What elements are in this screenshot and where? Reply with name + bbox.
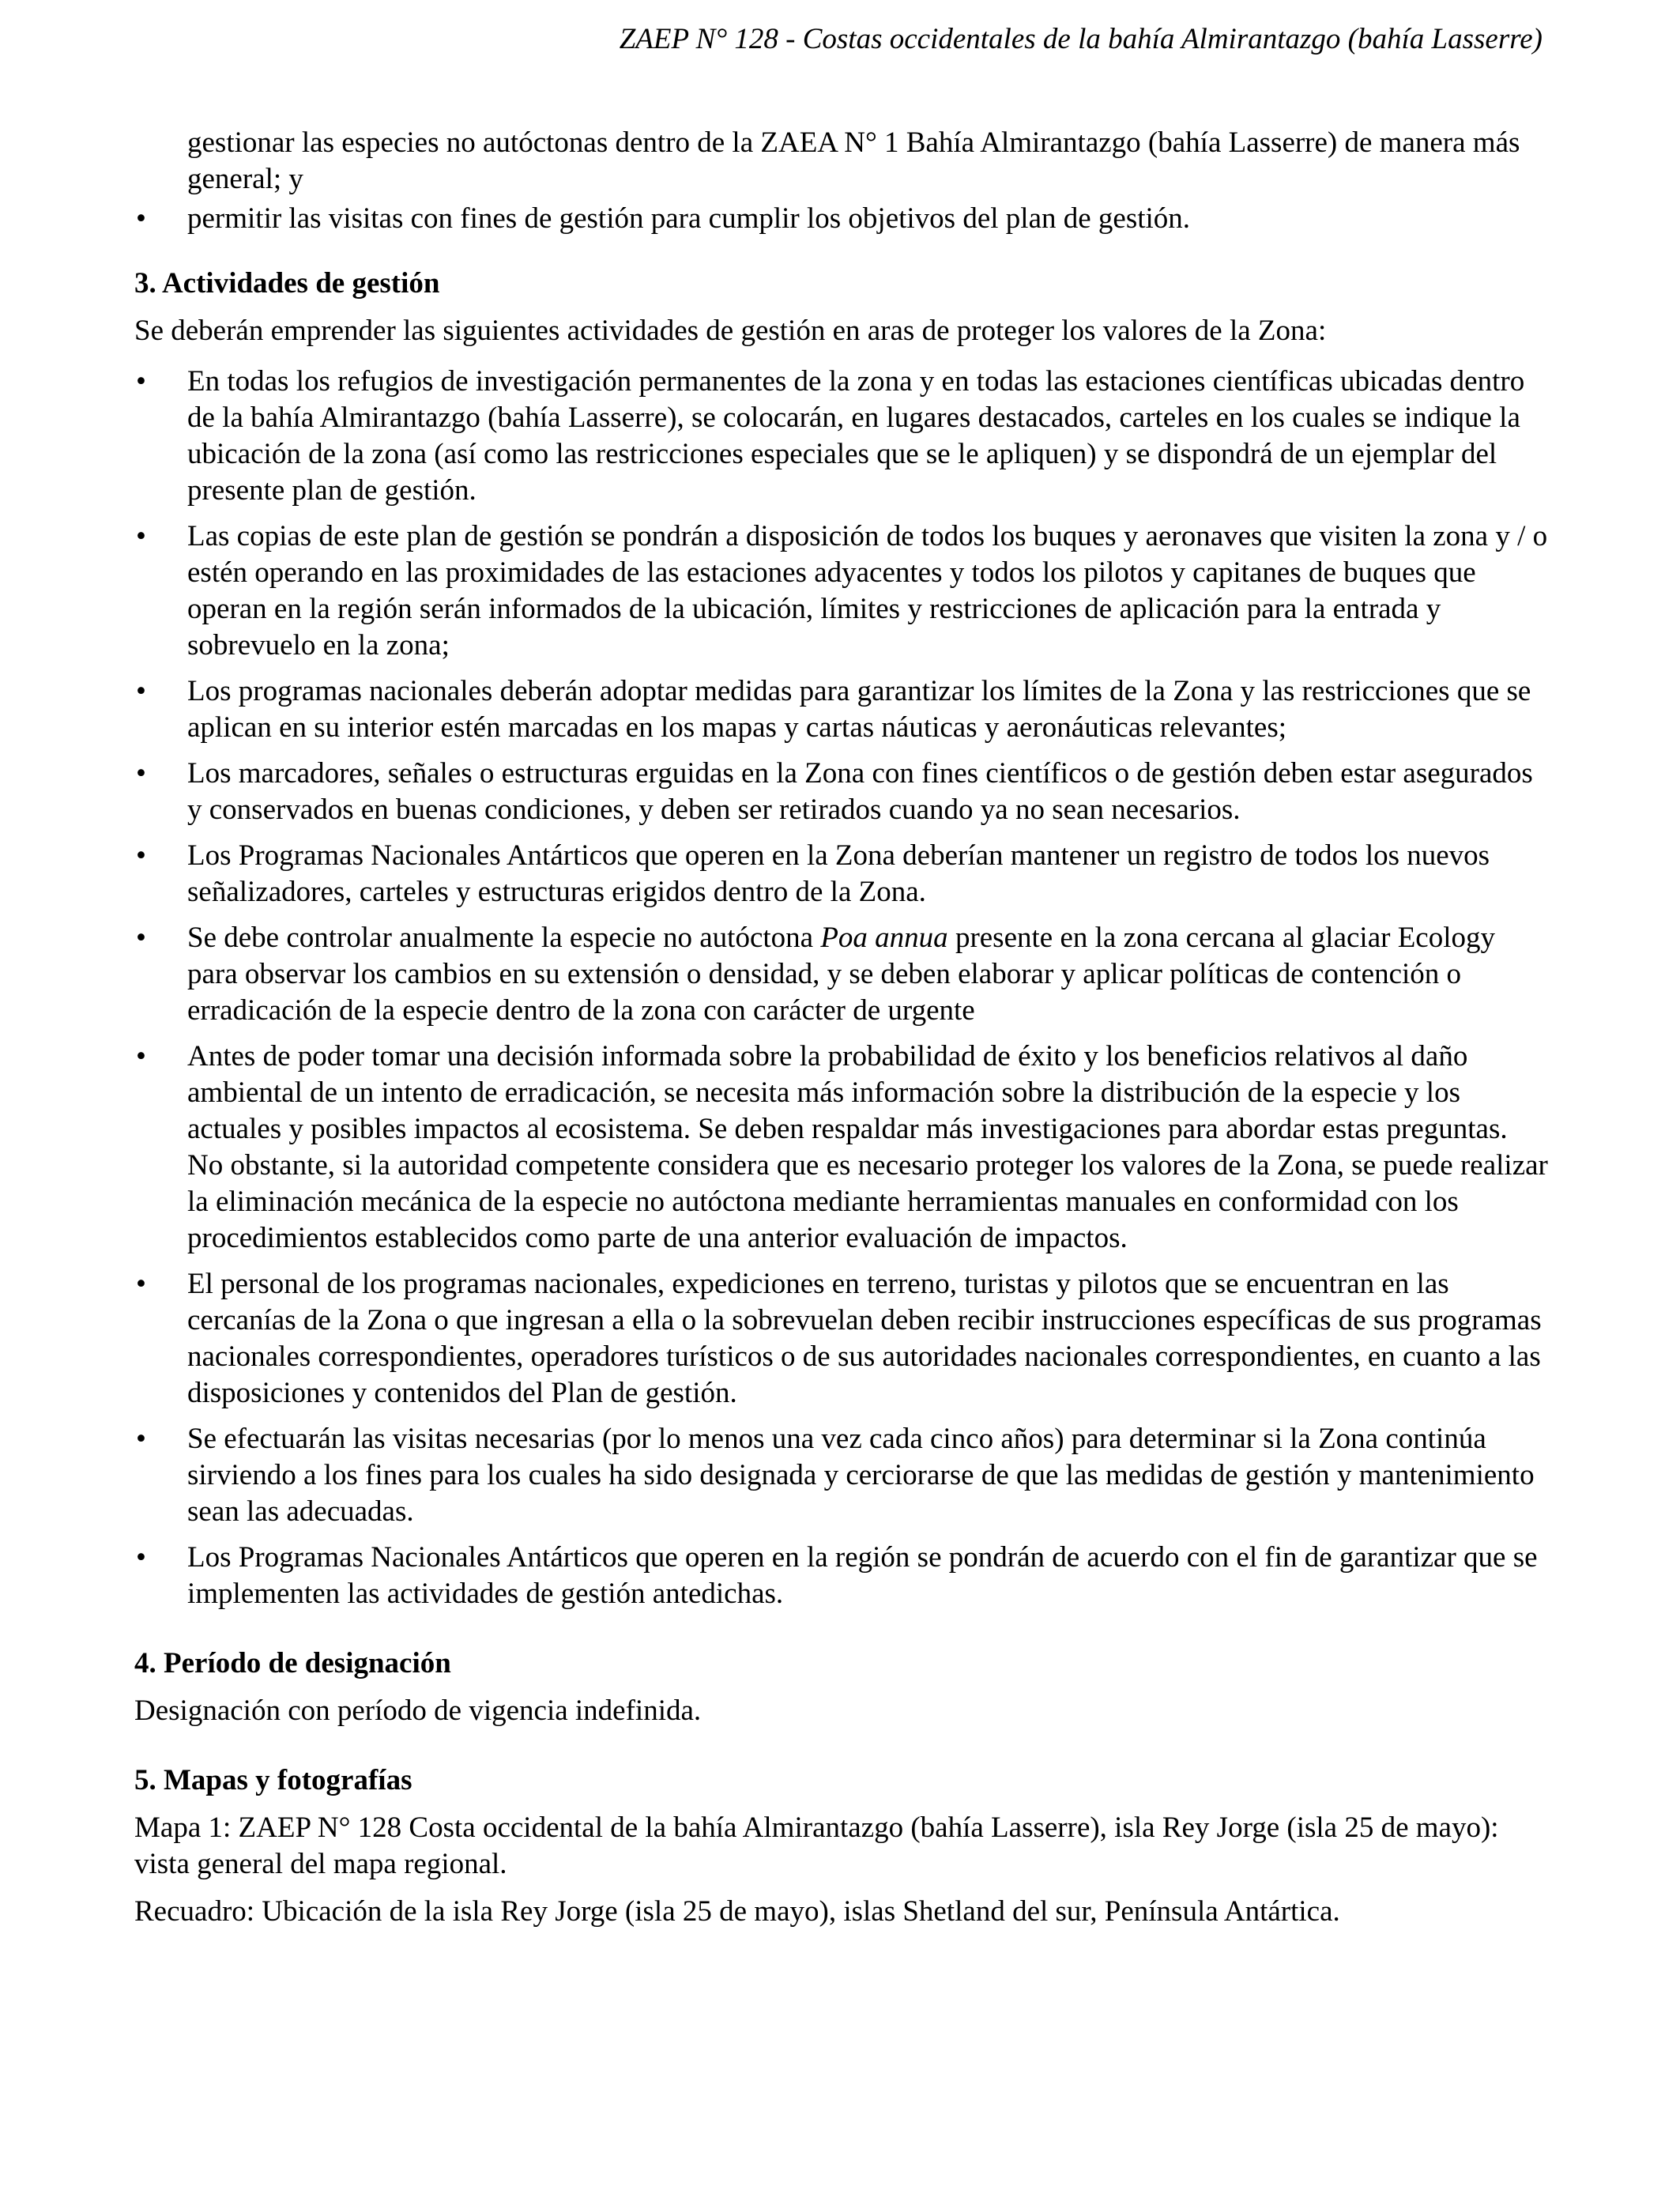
bullet-icon: • xyxy=(136,1040,146,1072)
section-intro: Se deberán emprender las siguientes actividades de gestión en aras de proteger los valores de la Zona: xyxy=(134,315,1327,347)
list-item-text-start: Se debe controlar anualmente la especie no autóctona xyxy=(187,922,821,954)
list-item-text: Antes de poder tomar una decisión informada sobre la probabilidad de éxito y los beneficios relativos al daño ambiental de un intento de erradicación, se necesita más información sobre la distribución de la especie y los actuales y posibles impactos al ecosistema. Se deben respaldar más investigaciones para abordar estas preguntas. No obstante, si la autoridad competente considera que es necesario proteger los valores de la Zona, se puede realizar la eliminación mecánica de la especie no autóctona mediante herramientas manuales en conformidad con los procedimientos establecidos como parte de una anterior evaluación de impactos. xyxy=(187,1040,1548,1254)
section-heading-5: 5. Mapas y fotografías xyxy=(134,1764,412,1796)
map-caption: Mapa 1: ZAEP N° 128 Costa occidental de la bahía Almirantazgo (bahía Lasserre), isla Rey Jorge (isla 25 de mayo): vista general del mapa regional. xyxy=(134,1811,1499,1880)
section-heading-3: 3. Actividades de gestión xyxy=(134,267,440,300)
list-item-text-end: presente en la zona cercana al glaciar Ecology para observar los cambios en su extensión o densidad, y se deben elaborar y aplicar políticas de contención o erradicación de la especie dentro de la zona con carácter de urgente xyxy=(187,922,1496,1027)
list-item-text: Los Programas Nacionales Antárticos que operen en la región se pondrán de acuerdo con el fin de garantizar que se implementen las actividades de gestión antedichas. xyxy=(187,1541,1538,1610)
list-item-text: En todas los refugios de investigación permanentes de la zona y en todas las estaciones científicas ubicadas dentro de la bahía Almirantazgo (bahía Lasserre), se colocarán, en lugares destacados, carteles en los cuales se indique la ubicación de la zona (así como las restricciones especiales que se le apliquen) y se dispondrá de un ejemplar del presente plan de gestión. xyxy=(187,365,1525,507)
list-item xyxy=(134,201,1549,237)
bullet-icon: • xyxy=(136,675,146,707)
list-item xyxy=(134,673,1549,746)
list-item xyxy=(134,518,1549,664)
list-item-text: Los marcadores, señales o estructuras erguidas en la Zona con fines científicos o de gestión deben estar asegurados y conservados en buenas condiciones, y deben ser retirados cuando ya no sean necesarios. xyxy=(187,757,1533,826)
continued-bullet-text: gestionar las especies no autóctonas dentro de la ZAEA N° 1 Bahía Almirantazgo (bahía Lasserre) de manera más general; y xyxy=(187,126,1520,195)
list-item xyxy=(134,920,1549,1029)
list-item-text: Se efectuarán las visitas necesarias (por lo menos una vez cada cinco años) para determinar si la Zona continúa sirviendo a los fines para los cuales ha sido designada y cerciorarse de que las medidas de gestión y mantenimiento sean las adecuadas. xyxy=(187,1423,1535,1528)
bullet-icon: • xyxy=(136,1268,146,1300)
list-item xyxy=(134,1421,1549,1530)
running-header: ZAEP N° 128 - Costas occidentales de la bahía Almirantazgo (bahía Lasserre) xyxy=(619,23,1543,55)
top-bullet-list xyxy=(134,201,1549,237)
inset-caption: Recuadro: Ubicación de la isla Rey Jorge (isla 25 de mayo), islas Shetland del sur, Península Antártica. xyxy=(134,1895,1340,1928)
list-item xyxy=(134,1266,1549,1412)
list-item xyxy=(134,756,1549,828)
section-heading-4: 4. Período de designación xyxy=(134,1647,451,1679)
bullet-icon: • xyxy=(136,839,146,872)
bullet-icon: • xyxy=(136,922,146,954)
species-name: Poa annua xyxy=(820,922,948,954)
list-item-text: Los programas nacionales deberán adoptar medidas para garantizar los límites de la Zona y las restricciones que se aplican en su interior estén marcadas en los mapas y cartas náuticas y aeronáuticas relevantes; xyxy=(187,675,1531,744)
bullet-icon: • xyxy=(136,365,146,398)
list-item-text: Las copias de este plan de gestión se pondrán a disposición de todos los buques y aeronaves que visiten la zona y / o estén operando en las proximidades de las estaciones adyacentes y todos los pilotos y capitanes de buques que operan en la región serán informados de la ubicación, límites y restricciones de aplicación para la entrada y sobrevuelo en la zona; xyxy=(187,520,1548,662)
bullet-icon: • xyxy=(136,202,146,235)
list-item xyxy=(134,364,1549,509)
list-item-text: Los Programas Nacionales Antárticos que operen en la Zona deberían mantener un registro de todos los nuevos señalizadores, carteles y estructuras erigidos dentro de la Zona. xyxy=(187,839,1490,908)
bullet-icon: • xyxy=(136,1423,146,1455)
bullet-icon: • xyxy=(136,757,146,790)
list-item-text: permitir las visitas con fines de gestión para cumplir los objetivos del plan de gestión. xyxy=(187,202,1191,235)
list-item xyxy=(134,838,1549,910)
list-item xyxy=(134,1039,1549,1257)
bullet-icon: • xyxy=(136,520,146,552)
designation-period-text: Designación con período de vigencia indefinida. xyxy=(134,1695,702,1727)
bullet-icon: • xyxy=(136,1541,146,1574)
list-item xyxy=(134,1540,1549,1612)
management-activities-list xyxy=(134,364,1549,1612)
list-item-text: El personal de los programas nacionales, expediciones en terreno, turistas y pilotos que se encuentran en las cercanías de la Zona o que ingresan a ella o la sobrevuelan deben recibir instrucciones específicas de sus programas nacionales correspondientes, operadores turísticos o de sus autoridades nacionales correspondientes, en cuanto a las disposiciones y contenidos del Plan de gestión. xyxy=(187,1268,1542,1409)
page-body xyxy=(134,125,1549,1941)
